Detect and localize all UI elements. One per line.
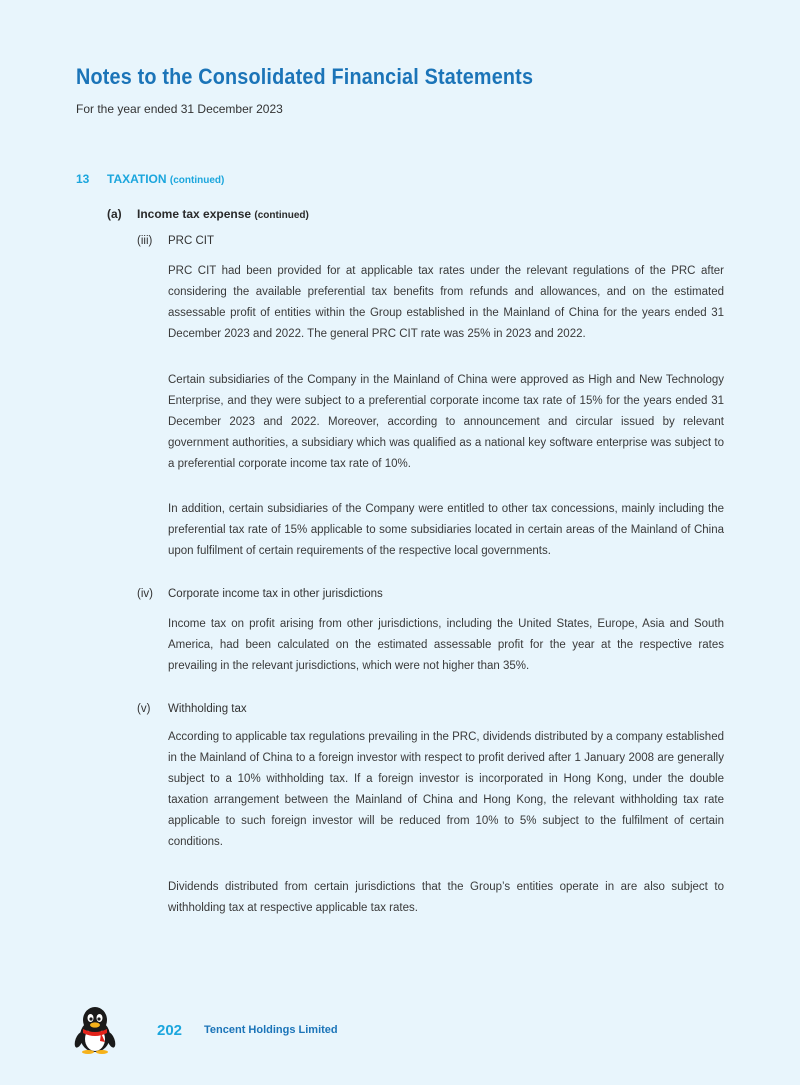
paragraph: According to applicable tax regulations prevailing in the PRC, dividends distributed by a company established in the Mainland of China to a foreign investor with respect to profit derived after 1 January 2008 are generally subject to a 10% withholding tax. If a foreign investor is incorporated in Hong Kong, under the double taxation arrangement between the Mainland of China and Hong Kong, the relevant withholding tax rate applicable to such foreign investor will be reduced from 10% to 5% subject to the fulfilment of certain conditions. xyxy=(168,731,724,848)
subsection-title: Income tax expense xyxy=(137,207,252,221)
paragraph: Certain subsidiaries of the Company in the Mainland of China were approved as High and New Technology Enterprise, and they were subject to a preferential corporate income tax rate of 15% for the years ended 31 December 2023 and 2022. Moreover, according to announcement and circular issued by relevant government authorities, a subsidiary which was qualified as a national key software enterprise was subject to a preferential corporate income tax rate of 10%. xyxy=(168,374,724,470)
paragraph: Income tax on profit arising from other jurisdictions, including the United States, Europe, Asia and South America, had been calculated on the estimated assessable profit for the year at the respective rates prevailing in the relevant jurisdictions, which were not higher than 35%. xyxy=(168,618,724,672)
item-label: (v) xyxy=(137,703,151,715)
item-title: Withholding tax xyxy=(168,703,247,715)
item-heading-iii xyxy=(137,235,214,247)
page-number: 202 xyxy=(157,1022,183,1039)
paragraph: PRC CIT had been provided for at applicable tax rates under the relevant regulations of the PRC after considering the available preferential tax benefits from refunds and allowances, and on the estimated assessable profit of entities within the Group established in the Mainland of China for the years ended 31 December 2023 and 2022. The general PRC CIT rate was 25% in 2023 and 2022. xyxy=(168,265,724,340)
page-subtitle: For the year ended 31 December 2023 xyxy=(76,102,283,116)
section-continued: (continued) xyxy=(169,175,225,186)
page-title: Notes to the Consolidated Financial Statements xyxy=(76,64,534,89)
subsection-continued: (continued) xyxy=(254,210,309,221)
company-name: Tencent Holdings Limited xyxy=(204,1024,338,1036)
item-title: Corporate income tax in other jurisdictions xyxy=(168,588,383,600)
paragraph: Dividends distributed from certain jurisdictions that the Group’s entities operate in are also subject to withholding tax at respective applicable tax rates. xyxy=(168,881,724,914)
section-number: 13 xyxy=(76,172,90,186)
item-heading-iv xyxy=(137,588,383,600)
subsection-heading xyxy=(107,207,309,221)
item-label: (iv) xyxy=(137,588,153,600)
item-label: (iii) xyxy=(137,235,153,247)
paragraph: In addition, certain subsidiaries of the Company were entitled to other tax concessions, mainly including the preferential tax rate of 15% applicable to some subsidiaries located in certain areas of the Mainland of China upon fulfilment of certain requirements of the respective local governments. xyxy=(168,503,724,557)
item-title: PRC CIT xyxy=(168,235,214,247)
subsection-label: (a) xyxy=(107,207,122,221)
qq-penguin-icon xyxy=(74,1006,116,1054)
section-heading xyxy=(76,172,224,186)
item-heading-v xyxy=(137,703,247,715)
section-title: TAXATION xyxy=(107,172,167,186)
